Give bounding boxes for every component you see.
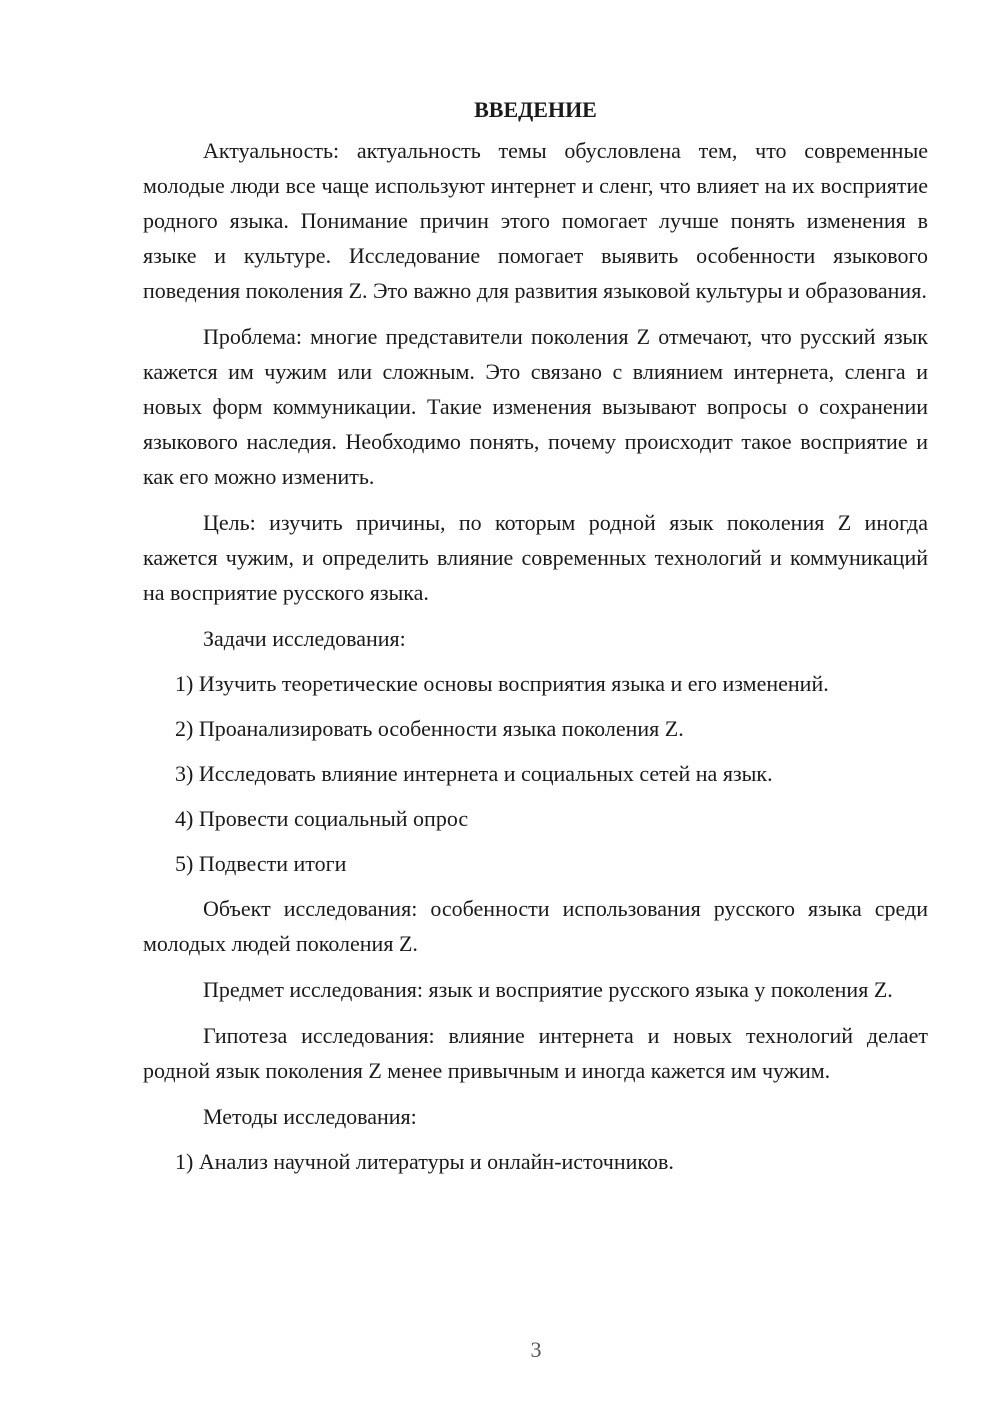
relevance-paragraph: Актуальность: актуальность темы обусловлена тем, что современные молодые люди все чаще используют интернет и сленг, что влияет на их восприятие родного языка. Понимание причин этого помогает лучше понять изменения в языке и культуре. Исследование помогает выявить особенности языкового поведения поколения Z. Это важно для развития языковой культуры и образования. [143,138,928,303]
hypothesis-paragraph: Гипотеза исследования: влияние интернета и новых технологий делает родной язык поколения Z менее привычным и иногда кажется им чужим. [143,1023,928,1083]
list-item: 1) Изучить теоретические основы восприятия языка и его изменений. [175,671,829,696]
page-number-text: 3 [530,1337,542,1362]
page-content [143,92,928,1189]
list-item: 1) Анализ научной литературы и онлайн-источников. [175,1149,674,1174]
list-item: 2) Проанализировать особенности языка поколения Z. [175,716,684,741]
methods-label: Методы исследования: [203,1104,417,1129]
tasks-list [143,666,928,881]
problem-paragraph: Проблема: многие представители поколения Z отмечают, что русский язык кажется им чужим или сложным. Это связано с влиянием интернета, сленга и новых форм коммуникации. Такие изменения вызывают вопросы о сохранении языкового наследия. Необходимо понять, почему происходит такое восприятие и как его можно изменить. [143,324,928,489]
goal-paragraph: Цель: изучить причины, по которым родной язык поколения Z иногда кажется чужим, и определить влияние современных технологий и коммуникаций на восприятие русского языка. [143,510,928,605]
list-item: 4) Провести социальный опрос [175,806,469,831]
subject-paragraph: Предмет исследования: язык и восприятие русского языка у поколения Z. [203,977,893,1002]
list-item: 3) Исследовать влияние интернета и социальных сетей на язык. [175,761,773,786]
page-number [0,1332,1000,1367]
object-paragraph: Объект исследования: особенности использования русского языка среди молодых людей поколения Z. [143,896,928,956]
list-item: 5) Подвести итоги [175,851,347,876]
methods-list [143,1144,928,1179]
section-heading: ВВЕДЕНИЕ [474,97,597,122]
tasks-label: Задачи исследования: [203,626,406,651]
